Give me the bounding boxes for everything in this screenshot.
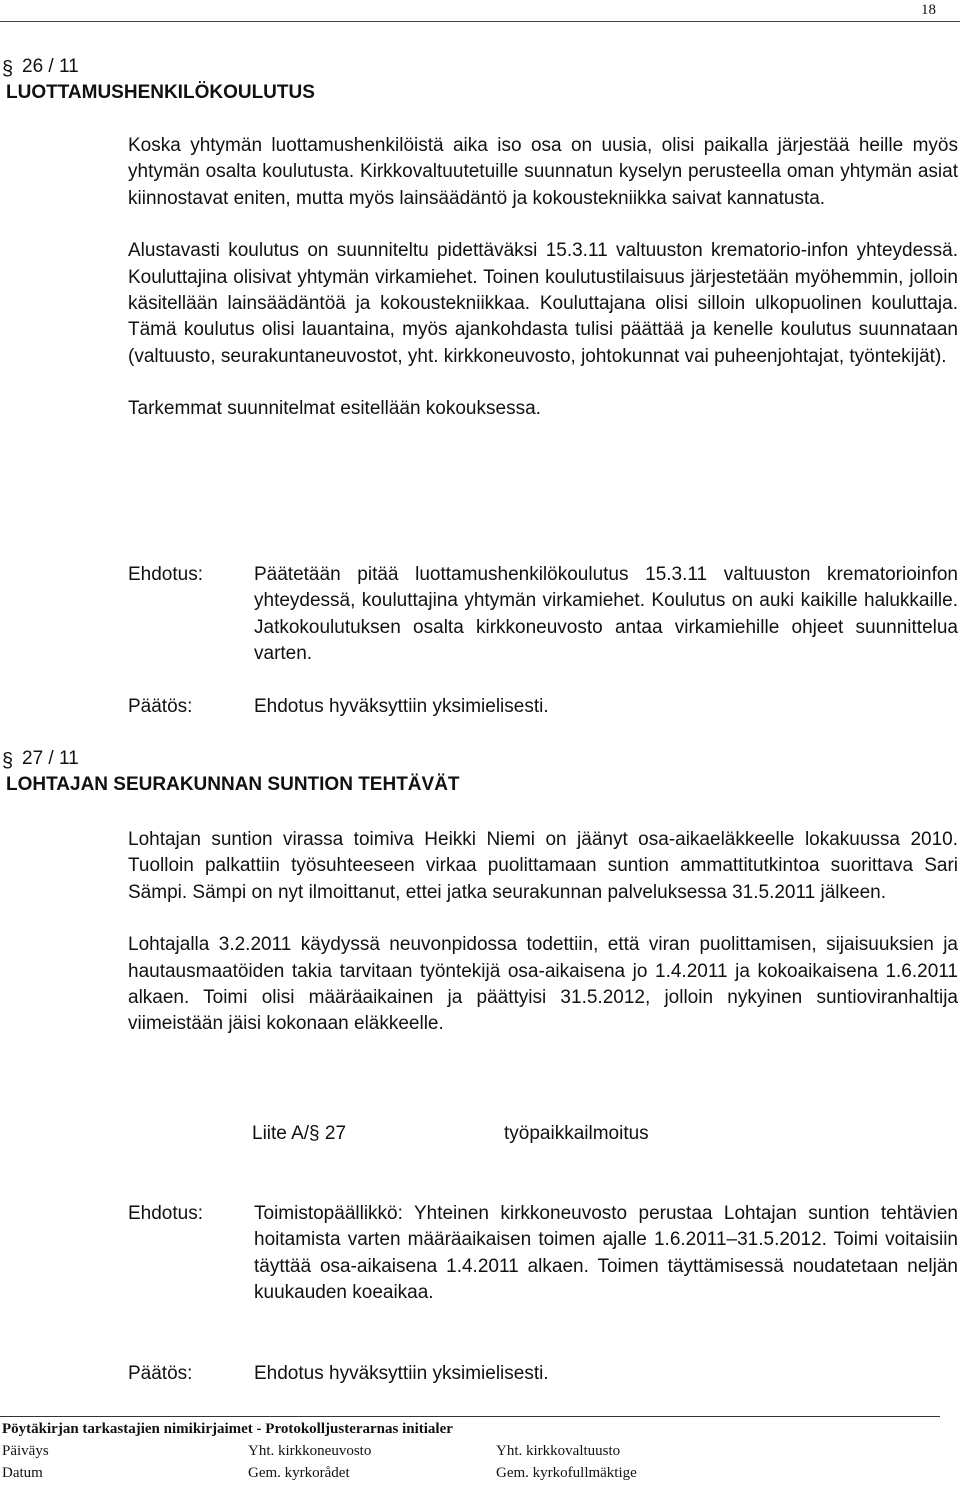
- footer-council-sv: Gem. kyrkorådet: [248, 1465, 350, 1481]
- section-title: LOHTAJAN SEURAKUNNAN SUNTION TEHTÄVÄT: [6, 774, 460, 795]
- proposal-label: Ehdotus:: [128, 1203, 203, 1224]
- proposal-row: [128, 562, 958, 672]
- footer-council-fi: Yht. kirkkoneuvosto: [248, 1443, 372, 1459]
- section-mark-icon: §: [2, 750, 14, 772]
- footer: [2, 1418, 942, 1488]
- decision-text: Ehdotus hyväksyttiin yksimielisesti.: [254, 1363, 549, 1384]
- proposal-text: Päätetään pitää luottamushenkilökoulutus 15.3.11 valtuuston krematorioinfon yhteydessä, kouluttajina yhtymän virkamiehet. Koulutus on auki kaikille halukkaille. Jatkokoulutuksen osalta kirkkoneuvosto antaa virkamiehille ohjeet suunnittelua varten.: [254, 564, 958, 665]
- header-rule: [0, 21, 960, 22]
- paragraph: Lohtajan suntion virassa toimiva Heikki Niemi on jäänyt osa-aikaeläkkeelle lokakuussa 2010. Tuolloin palkattiin työsuhteeseen virkaa puolittamaan suntion ammattitutkintoa suorittava Sari Sämpi. Sämpi on nyt ilmoittanut, ettei jatka seurakunnan palveluksessa 31.5.2011 jälkeen.: [128, 829, 958, 903]
- footer-date-sv: Datum: [2, 1465, 43, 1481]
- section-number: 26 / 11: [22, 56, 79, 77]
- footer-rule: [0, 1416, 940, 1417]
- attachment-label: Liite A/§ 27: [252, 1123, 347, 1144]
- footer-col-assembly: [496, 1440, 637, 1484]
- section-mark-icon: §: [2, 58, 14, 80]
- decision-label: Päätös:: [128, 696, 193, 717]
- paragraph: Tarkemmat suunnitelmat esitellään kokouksessa.: [128, 398, 541, 420]
- section-body-27: [128, 827, 958, 1038]
- footer-title: Pöytäkirjan tarkastajien nimikirjaimet - Protokolljusterarnas initialer: [2, 1421, 453, 1437]
- proposal-text: Toimistopäällikkö: Yhteinen kirkkoneuvosto perustaa Lohtajan suntion tehtävien hoitamista varten määräaikaisen toimen ajalle 1.6.2011–31.5.2012. Toimi voitaisiin täyttää osa-aikaisena 1.4.2011 alkaen. Toimen täyttämisessä noudatetaan neljän kuukauden koeaikaa.: [254, 1203, 958, 1304]
- page-number: 18: [921, 2, 936, 18]
- paragraph: Alustavasti koulutus on suunniteltu pidettäväksi 15.3.11 valtuuston krematorio-infon yhteydessä. Kouluttajina olisivat yhtymän virkamiehet. Toinen koulutustilaisuus järjestetään myöhemmin, jolloin käsitellään lainsäädäntöä ja kokoustekniikkaa. Kouluttajana olisi silloin ulkopuolinen kouluttaja. Tämä koulutus olisi lauantaina, myös ajankohdasta tulisi päättää ja kenelle koulutus suunnataan (valtuusto, seurakuntaneuvostot, yht. kirkkoneuvosto, johtokunnat vai puheenjohtajat, työntekijät).: [128, 240, 958, 367]
- footer-col-date: [2, 1440, 49, 1484]
- section-number: 27 / 11: [22, 748, 79, 769]
- decision-text: Ehdotus hyväksyttiin yksimielisesti.: [254, 696, 549, 717]
- decision-row: [128, 694, 958, 722]
- proposal-row: [128, 1201, 958, 1337]
- section-heading-26: [2, 54, 315, 106]
- footer-col-council: [248, 1440, 371, 1484]
- decision-label: Päätös:: [128, 1363, 193, 1384]
- paragraph: Koska yhtymän luottamushenkilöistä aika iso osa on uusia, olisi paikalla järjestää heille myös yhtymän osalta koulutusta. Kirkkovaltuutetuille suunnatun kyselyn perusteella oman yhtymän asiat kiinnostavat eniten, mutta myös lainsäädäntö ja kokoustekniikka saivat kannatusta.: [128, 135, 958, 209]
- section-heading-27: [2, 746, 460, 798]
- paragraph: Lohtajalla 3.2.2011 käydyssä neuvonpidossa todettiin, että viran puolittamisen, sijaisuuksien ja hautausmaatöiden takia tarvitaan työntekijä osa-aikaisena jo 1.4.2011 ja kokoaikaisena 1.6.2011 alkaen. Toimi olisi määräaikainen ja päättyisi 31.5.2012, jolloin nykyinen suntioviranhaltija viimeistään jäisi kokonaan eläkkeelle.: [128, 934, 958, 1035]
- footer-assembly-fi: Yht. kirkkovaltuusto: [496, 1443, 621, 1459]
- section-body-26: [128, 133, 958, 423]
- attachment-text: työpaikkailmoitus: [504, 1123, 649, 1144]
- proposal-label: Ehdotus:: [128, 564, 203, 585]
- footer-assembly-sv: Gem. kyrkofullmäktige: [496, 1465, 637, 1481]
- decision-row: [128, 1361, 958, 1389]
- section-title: LUOTTAMUSHENKILÖKOULUTUS: [6, 82, 315, 103]
- footer-date-fi: Päiväys: [2, 1443, 49, 1459]
